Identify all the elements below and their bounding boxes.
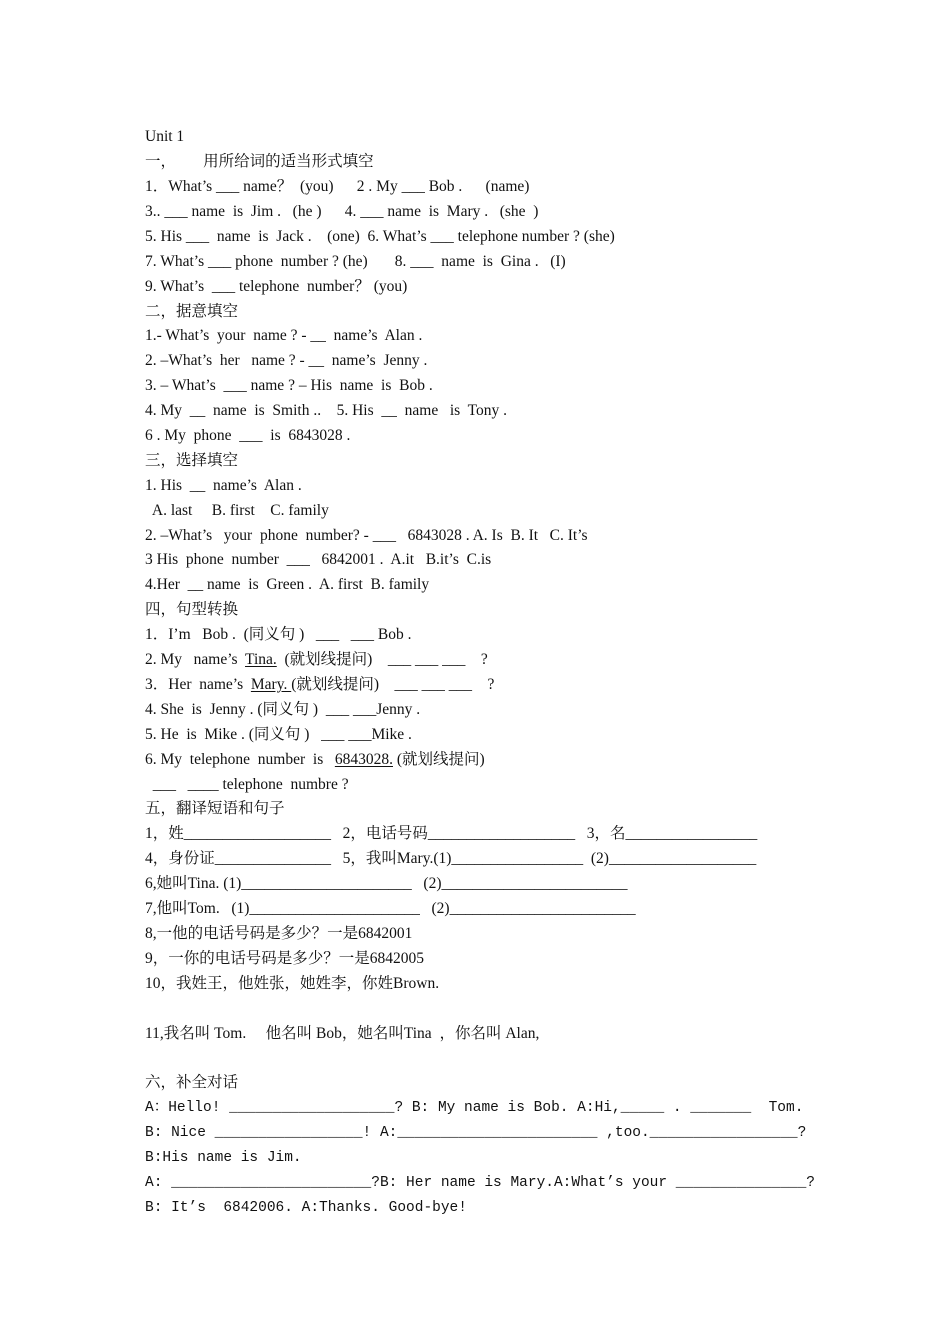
exercise-line: 7. What’s ___ phone number ? (he) 8. ___ name is Gina . (I) bbox=[145, 253, 566, 270]
exercise-line: 3. – What’s ___ name ? – His name is Bob . bbox=[145, 377, 433, 394]
dialogue-line: B:His name is Jim. bbox=[145, 1150, 302, 1166]
section-3-heading: 三，选择填空 bbox=[145, 452, 239, 469]
exercise-line: 3 His phone number ___ 6842001 . A.it B.it’s C.is bbox=[145, 551, 492, 568]
dialogue-line: A: _______________________?B: Her name is Mary.A:What’s your _______________? bbox=[145, 1175, 816, 1191]
translation-line: 7,他叫Tom. (1)______________________ (2)________________________ bbox=[145, 900, 636, 917]
section-5-heading: 五，翻译短语和句子 bbox=[145, 800, 285, 817]
translation-line: 6,她叫Tina. (1)______________________ (2)________________________ bbox=[145, 875, 628, 892]
exercise-line: 1．What’s ___ name？ (you) 2 . My ___ Bob . (name) bbox=[145, 178, 530, 195]
underlined-word: Mary. bbox=[250, 676, 292, 693]
exercise-line: 4. She is Jenny . (同义句 ) ___ ___Jenny . bbox=[145, 701, 421, 718]
exercise-line: 9. What’s ___ telephone number？ (you) bbox=[145, 278, 408, 295]
exercise-line: 2. My name’s Tina. (就划线提问) ___ ___ ___ ? bbox=[145, 651, 488, 668]
translation-line: 9，一你的电话号码是多少？一是6842005 bbox=[145, 950, 425, 967]
section-1-heading: 一， 用所给词的适当形式填空 bbox=[145, 153, 374, 170]
section-4-heading: 四，句型转换 bbox=[145, 601, 239, 618]
exercise-line: 2. –What’s her name ? - __ name’s Jenny . bbox=[145, 352, 428, 369]
underlined-word: Tina. bbox=[245, 651, 277, 668]
section-2-heading: 二，据意填空 bbox=[145, 303, 239, 320]
underlined-number: 6843028. bbox=[334, 751, 393, 768]
exercise-line: 6 . My phone ___ is 6843028 . bbox=[145, 427, 351, 444]
exercise-line: 5. He is Mike . (同义句 ) ___ ___Mike . bbox=[145, 726, 412, 743]
exercise-line: 4. My __ name is Smith .. 5. His __ name is Tony . bbox=[145, 402, 508, 419]
translation-line: 1，姓___________________ 2，电话号码___________________ 3，名_________________ bbox=[145, 825, 758, 842]
dialogue-line: A：Hello! ___________________? B: My name is Bob. A:Hi,_____ . _______ Tom. bbox=[145, 1100, 804, 1116]
dialogue-line: B: It’s 6842006. A:Thanks. Good-bye! bbox=[145, 1200, 467, 1216]
translation-line: 4，身份证_______________ 5，我叫Mary.(1)_________________ (2)___________________ bbox=[145, 850, 757, 867]
exercise-line: 4.Her __ name is Green . A. first B. family bbox=[145, 576, 430, 593]
exercise-line: 1.- What’s your name ? - __ name’s Alan . bbox=[145, 327, 423, 344]
exercise-line: ___ ____ telephone numbre ? bbox=[145, 776, 349, 793]
translation-line: 11,我名叫 Tom. 他名叫 Bob，她名叫Tina ，你名叫 Alan, bbox=[145, 1025, 540, 1042]
unit-title: Unit 1 bbox=[145, 128, 185, 145]
exercise-options: A. last B. first C. family bbox=[145, 502, 329, 519]
exercise-line: 3．Her name’s Mary. (就划线提问) ___ ___ ___ ? bbox=[145, 676, 495, 693]
exercise-line: 3.. ___ name is Jim . (he ) 4. ___ name is Mary . (she ) bbox=[145, 203, 539, 220]
dialogue-line: B: Nice _________________! A:_______________________ ,too._________________? bbox=[145, 1125, 807, 1141]
exercise-line: 1．I’m Bob . (同义句 ) ___ ___ Bob . bbox=[145, 626, 412, 643]
exercise-line: 1. His __ name’s Alan . bbox=[145, 477, 302, 494]
exercise-line: 6. My telephone number is 6843028. (就划线提问) bbox=[145, 751, 485, 768]
section-6-heading: 六，补全对话 bbox=[145, 1074, 239, 1091]
translation-line: 10，我姓王，他姓张，她姓李，你姓Brown. bbox=[145, 975, 440, 992]
translation-line: 8,一他的电话号码是多少？一是6842001 bbox=[145, 925, 413, 942]
exercise-line: 2. –What’s your phone number? - ___ 6843028 . A. Is B. It C. It’s bbox=[145, 527, 588, 544]
exercise-line: 5. His ___ name is Jack . (one) 6. What’s ___ telephone number ? (she) bbox=[145, 228, 615, 245]
